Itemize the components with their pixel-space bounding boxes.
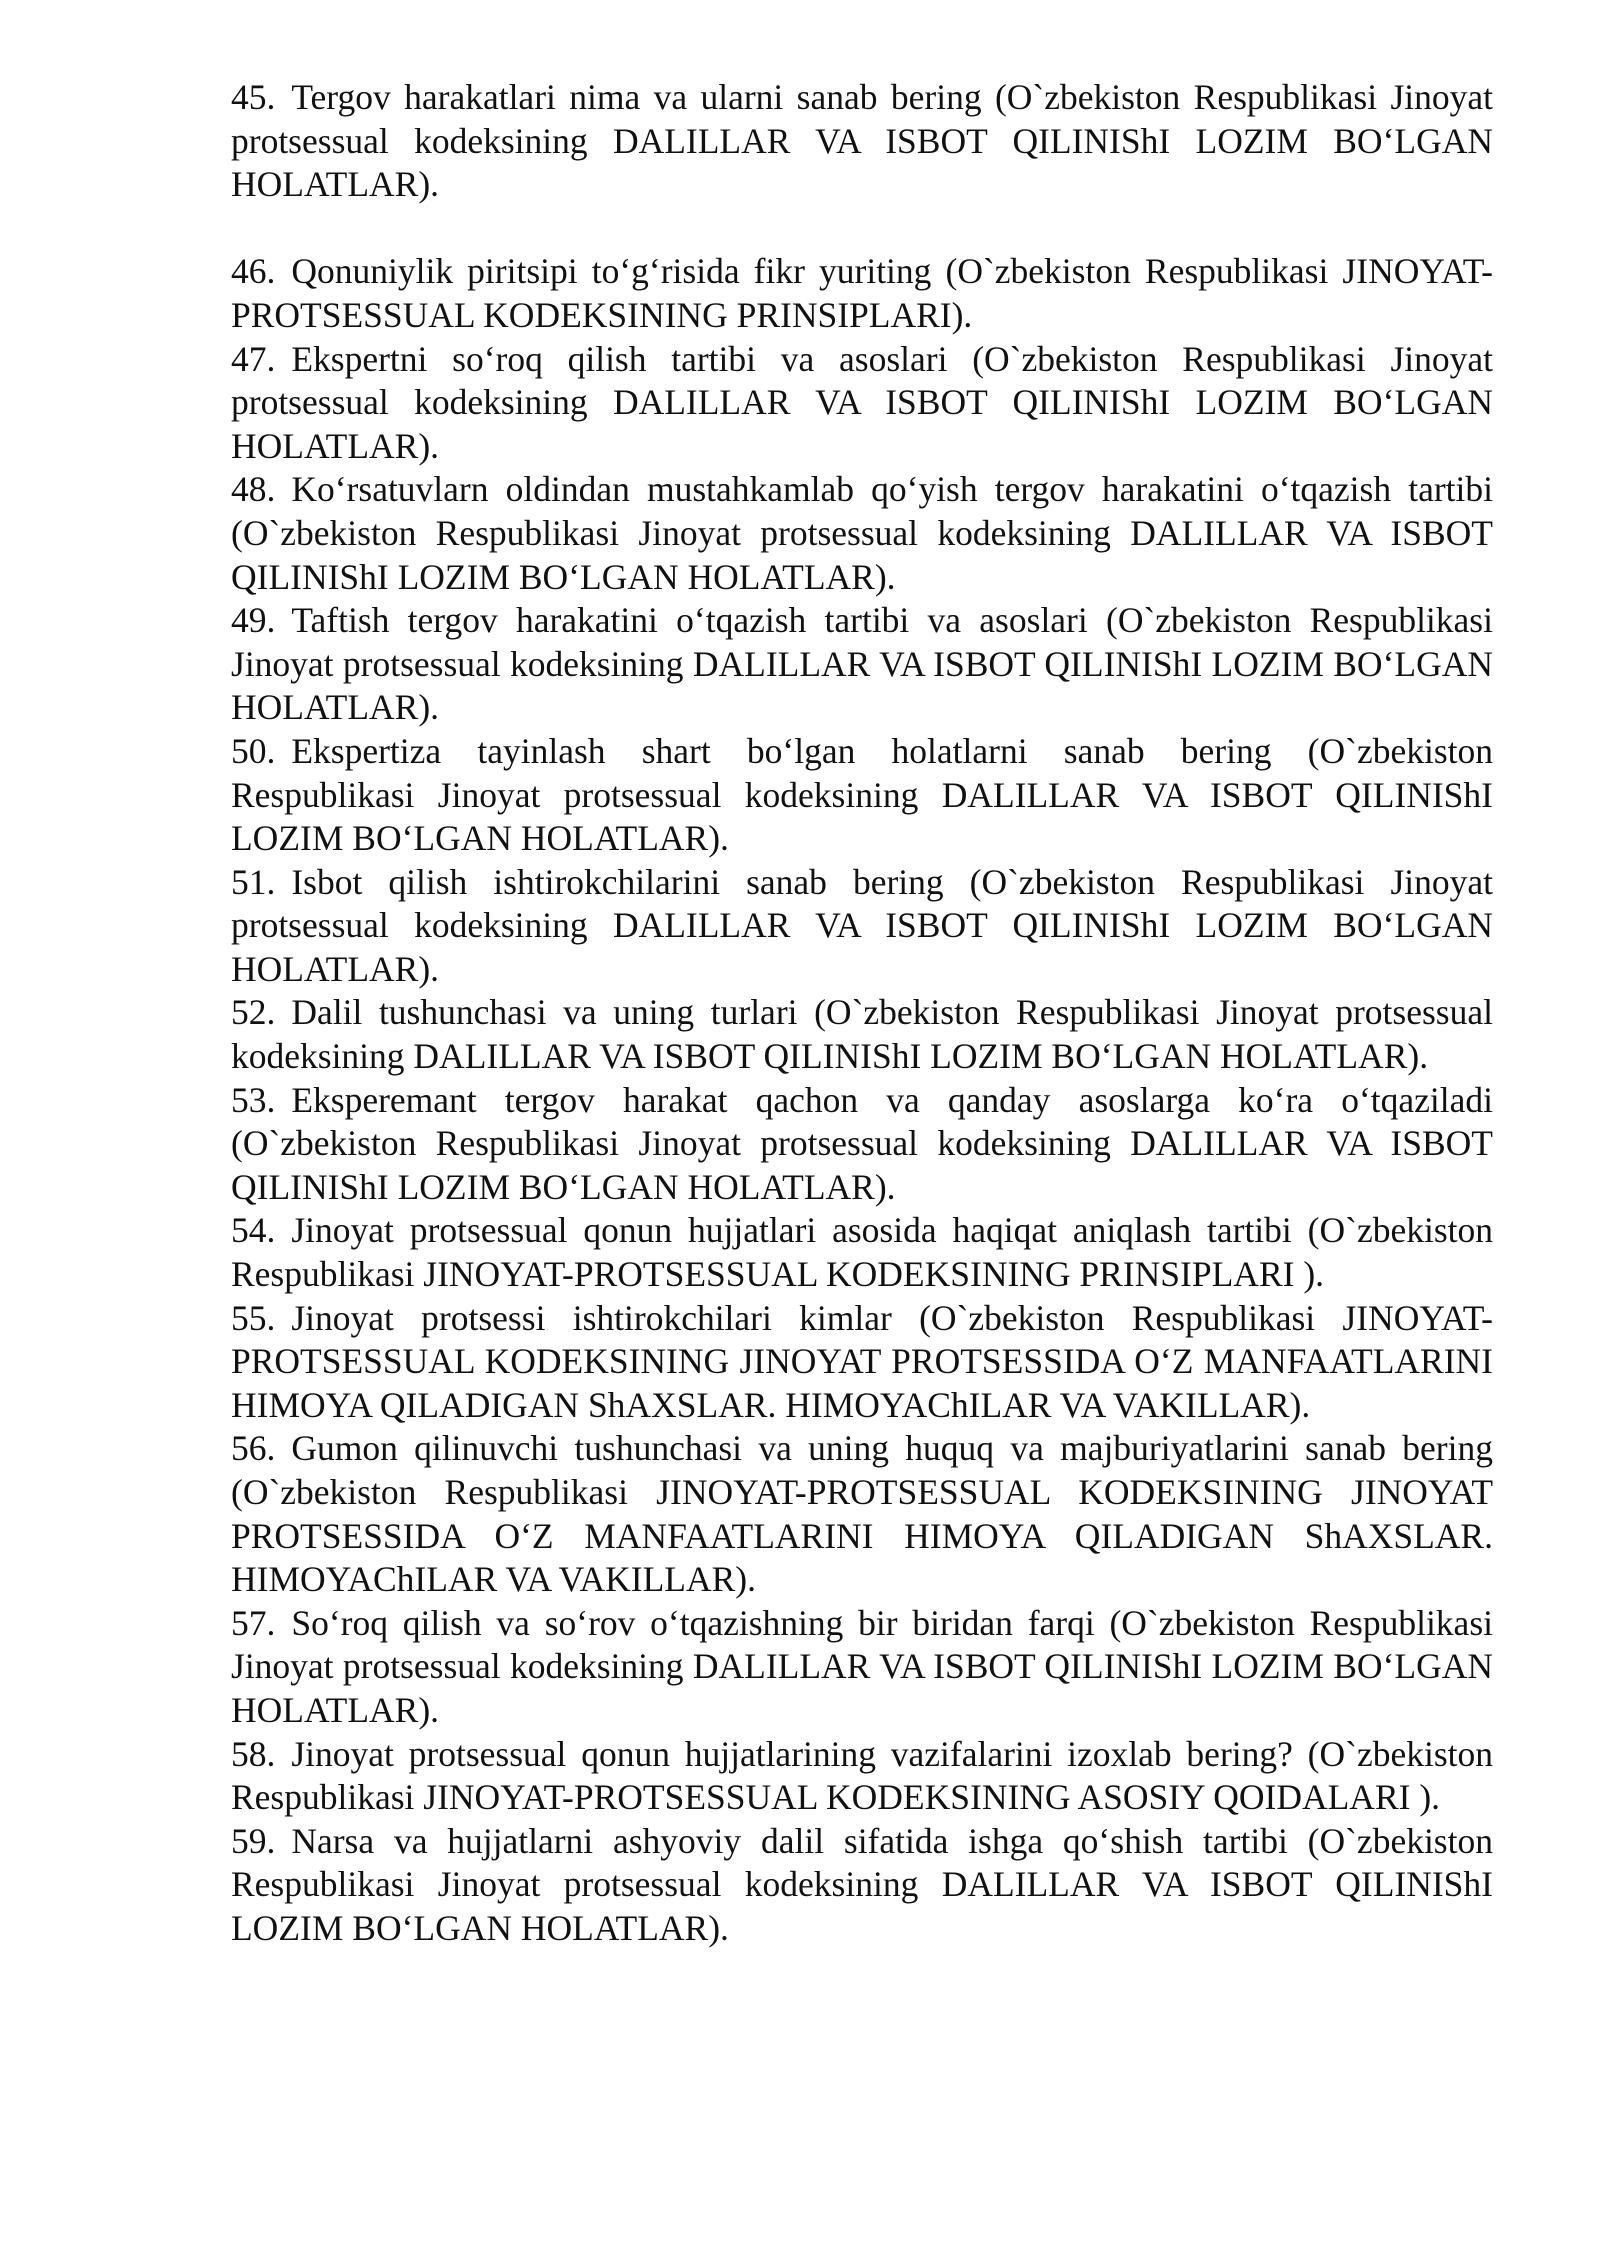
question-text: Narsa va hujjatlarni ashyoviy dalil sifatida ishga qo‘shish tartibi (O`zbekiston Respublikasi Jinoyat protsessual kodeksining DALILLAR VA ISBOT QILINIShI LOZIM BO‘LGAN HOLATLAR). (231, 1820, 1493, 1948)
question-text: So‘roq qilish va so‘rov o‘tqazishning bir biridan farqi (O`zbekiston Respublikasi Jinoyat protsessual kodeksining DALILLAR VA ISBOT QILINIShI LOZIM BO‘LGAN HOLATLAR). (231, 1602, 1493, 1730)
question-text: Isbot qilish ishtirokchilarini sanab bering (O`zbekiston Respublikasi Jinoyat protsessual kodeksining DALILLAR VA ISBOT QILINIShI LOZIM BO‘LGAN HOLATLAR). (231, 861, 1493, 989)
question-55 (231, 1297, 1493, 1428)
question-53 (231, 1079, 1493, 1210)
question-number: 53. (231, 1079, 276, 1120)
question-number: 56. (231, 1428, 276, 1469)
question-number: 49. (231, 600, 276, 641)
question-46 (231, 250, 1493, 337)
question-number: 51. (231, 861, 276, 902)
question-text: Ekspertiza tayinlash shart bo‘lgan holatlarni sanab bering (O`zbekiston Respublikasi Jinoyat protsessual kodeksining DALILLAR VA ISBOT QILINIShI LOZIM BO‘LGAN HOLATLAR). (231, 730, 1493, 859)
question-number: 59. (231, 1820, 276, 1861)
question-number: 55. (231, 1297, 276, 1338)
question-number: 58. (231, 1733, 276, 1774)
question-number: 48. (231, 469, 276, 510)
question-59 (231, 1820, 1493, 1951)
document-page (231, 76, 1493, 1951)
question-51 (231, 861, 1493, 992)
question-text: Dalil tushunchasi va uning turlari (O`zbekiston Respublikasi Jinoyat protsessual kodeksining DALILLAR VA ISBOT QILINIShI LOZIM BO‘LGAN HOLATLAR). (231, 992, 1493, 1077)
question-text: Taftish tergov harakatini o‘tqazish tartibi va asoslari (O`zbekiston Respublikasi Jinoyat protsessual kodeksining DALILLAR VA ISBOT QILINIShI LOZIM BO‘LGAN HOLATLAR). (231, 600, 1493, 728)
question-49 (231, 599, 1493, 730)
question-57 (231, 1602, 1493, 1733)
question-54 (231, 1209, 1493, 1296)
question-number: 50. (231, 730, 276, 771)
question-number: 52. (231, 992, 276, 1033)
question-56 (231, 1427, 1493, 1601)
question-text: Jinoyat protsessual qonun hujjatlari asosida haqiqat aniqlash tartibi (O`zbekiston Respublikasi JINOYAT-PROTSESSUAL KODEKSINING PRINSIPLARI ). (231, 1210, 1493, 1295)
question-number: 45. (231, 77, 276, 117)
question-text: Jinoyat protsessi ishtirokchilari kimlar (O`zbekiston Respublikasi JINOYAT-PROTSESSUAL KODEKSINING JINOYAT PROTSESSIDA O‘Z MANFAATLARINI HIMOYA QILADIGAN ShAXSLAR. HIMOYAChILAR VA VAKILLAR). (231, 1297, 1493, 1425)
question-text: Gumon qilinuvchi tushunchasi va uning huquq va majburiyatlarini sanab bering (O`zbekiston Respublikasi JINOYAT-PROTSESSUAL KODEKSINING JINOYAT PROTSESSIDA O‘Z MANFAATLARINI HIMOYA QILADIGAN ShAXSLAR. HIMOYAChILAR VA VAKILLAR). (231, 1428, 1493, 1600)
question-52 (231, 991, 1493, 1078)
question-58 (231, 1733, 1493, 1820)
question-text: Tergov harakatlari nima va ularni sanab bering (O`zbekiston Respublikasi Jinoyat protsessual kodeksining DALILLAR VA ISBOT QILINIShI LOZIM BO‘LGAN HOLATLAR). (231, 77, 1493, 205)
question-45 (231, 76, 1493, 207)
question-text: Ko‘rsatuvlarn oldindan mustahkamlab qo‘yish tergov harakatini o‘tqazish tartibi (O`zbekiston Respublikasi Jinoyat protsessual kodeksining DALILLAR VA ISBOT QILINIShI LOZIM BO‘LGAN HOLATLAR). (231, 469, 1493, 597)
question-text: Ekspertni so‘roq qilish tartibi va asoslari (O`zbekiston Respublikasi Jinoyat protsessual kodeksining DALILLAR VA ISBOT QILINIShI LOZIM BO‘LGAN HOLATLAR). (231, 338, 1493, 466)
question-47 (231, 338, 1493, 469)
question-text: Qonuniylik piritsipi to‘g‘risida fikr yuriting (O`zbekiston Respublikasi JINOYAT-PROTSESSUAL KODEKSINING PRINSIPLARI). (231, 251, 1493, 335)
question-number: 57. (231, 1602, 276, 1643)
question-text: Eksperemant tergov harakat qachon va qanday asoslarga ko‘ra o‘tqaziladi (O`zbekiston Respublikasi Jinoyat protsessual kodeksining DALILLAR VA ISBOT QILINIShI LOZIM BO‘LGAN HOLATLAR). (231, 1079, 1493, 1207)
question-text: Jinoyat protsessual qonun hujjatlarining vazifalarini izoxlab bering? (O`zbekiston Respublikasi JINOYAT-PROTSESSUAL KODEKSINING ASOSIY QOIDALARI ). (231, 1733, 1493, 1818)
question-number: 46. (231, 251, 276, 292)
question-48 (231, 468, 1493, 599)
question-50 (231, 730, 1493, 861)
question-number: 47. (231, 338, 276, 379)
question-number: 54. (231, 1210, 276, 1251)
